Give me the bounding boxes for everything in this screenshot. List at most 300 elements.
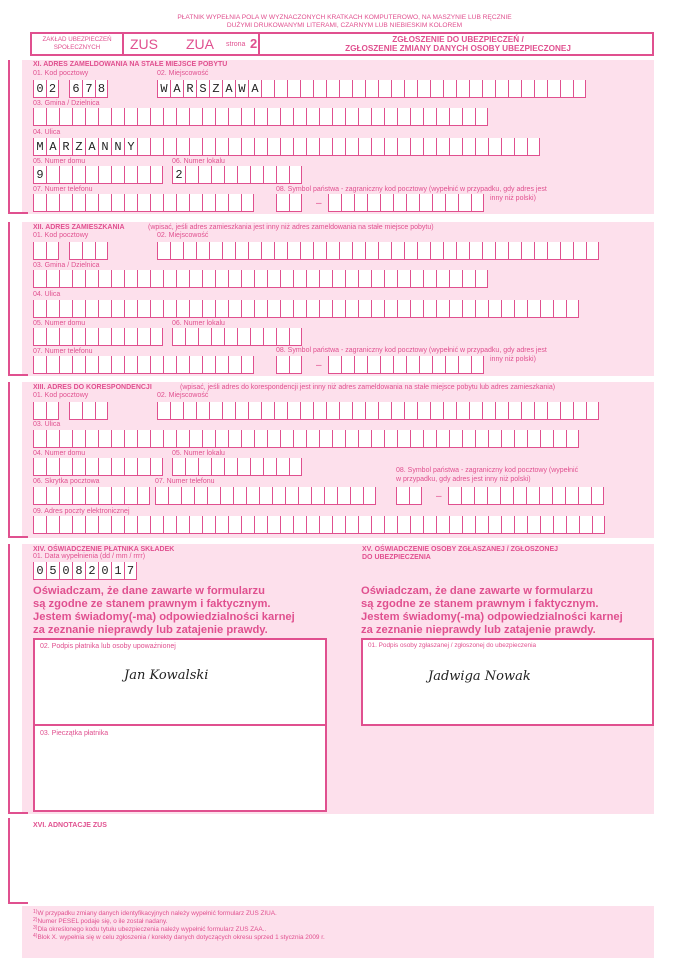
char-cell[interactable] bbox=[501, 300, 514, 318]
char-cell[interactable] bbox=[237, 166, 250, 184]
char-cell[interactable] bbox=[183, 402, 196, 420]
char-cell[interactable] bbox=[345, 516, 358, 534]
char-cell[interactable] bbox=[300, 402, 313, 420]
char-cell[interactable] bbox=[176, 356, 189, 374]
char-cell[interactable] bbox=[495, 80, 508, 98]
char-cell[interactable] bbox=[33, 487, 46, 505]
char-cell[interactable] bbox=[436, 300, 449, 318]
char-cell[interactable] bbox=[289, 356, 302, 374]
char-cell[interactable] bbox=[560, 402, 573, 420]
char-cell[interactable] bbox=[432, 356, 445, 374]
char-cell[interactable] bbox=[228, 516, 241, 534]
char-cell[interactable] bbox=[449, 270, 462, 288]
char-cell[interactable] bbox=[215, 270, 228, 288]
char-cell[interactable] bbox=[423, 300, 436, 318]
xiii-country-code-field[interactable] bbox=[396, 487, 422, 505]
char-cell[interactable] bbox=[59, 328, 72, 346]
char-cell[interactable] bbox=[573, 242, 586, 260]
char-cell[interactable] bbox=[430, 80, 443, 98]
char-cell[interactable] bbox=[85, 458, 98, 476]
char-cell[interactable] bbox=[341, 356, 354, 374]
char-cell[interactable] bbox=[358, 270, 371, 288]
char-cell[interactable] bbox=[410, 108, 423, 126]
char-cell[interactable] bbox=[371, 430, 384, 448]
xii-street-field[interactable] bbox=[33, 300, 579, 318]
char-cell[interactable]: R bbox=[59, 138, 72, 156]
char-cell[interactable] bbox=[98, 300, 111, 318]
char-cell[interactable] bbox=[241, 300, 254, 318]
char-cell[interactable] bbox=[488, 516, 501, 534]
char-cell[interactable] bbox=[332, 138, 345, 156]
char-cell[interactable] bbox=[573, 402, 586, 420]
char-cell[interactable] bbox=[487, 487, 500, 505]
char-cell[interactable] bbox=[380, 356, 393, 374]
char-cell[interactable] bbox=[72, 458, 85, 476]
char-cell[interactable] bbox=[306, 108, 319, 126]
char-cell[interactable] bbox=[254, 516, 267, 534]
char-cell[interactable] bbox=[72, 356, 85, 374]
char-cell[interactable] bbox=[306, 138, 319, 156]
char-cell[interactable] bbox=[211, 328, 224, 346]
char-cell[interactable] bbox=[72, 108, 85, 126]
char-cell[interactable] bbox=[254, 300, 267, 318]
char-cell[interactable] bbox=[423, 270, 436, 288]
char-cell[interactable] bbox=[319, 108, 332, 126]
char-cell[interactable] bbox=[393, 356, 406, 374]
char-cell[interactable] bbox=[363, 487, 376, 505]
char-cell[interactable]: Z bbox=[72, 138, 85, 156]
char-cell[interactable] bbox=[293, 516, 306, 534]
char-cell[interactable] bbox=[319, 430, 332, 448]
char-cell[interactable] bbox=[137, 356, 150, 374]
char-cell[interactable] bbox=[111, 270, 124, 288]
char-cell[interactable] bbox=[592, 516, 605, 534]
char-cell[interactable] bbox=[367, 194, 380, 212]
char-cell[interactable] bbox=[189, 270, 202, 288]
char-cell[interactable] bbox=[59, 430, 72, 448]
char-cell[interactable] bbox=[111, 300, 124, 318]
char-cell[interactable] bbox=[475, 300, 488, 318]
char-cell[interactable] bbox=[207, 487, 220, 505]
xii-city-field[interactable] bbox=[157, 242, 599, 260]
char-cell[interactable] bbox=[293, 108, 306, 126]
char-cell[interactable] bbox=[237, 458, 250, 476]
char-cell[interactable] bbox=[566, 516, 579, 534]
char-cell[interactable] bbox=[573, 80, 586, 98]
char-cell[interactable] bbox=[289, 328, 302, 346]
char-cell[interactable] bbox=[82, 242, 95, 260]
char-cell[interactable] bbox=[579, 516, 592, 534]
char-cell[interactable] bbox=[293, 138, 306, 156]
char-cell[interactable] bbox=[430, 402, 443, 420]
char-cell[interactable] bbox=[170, 242, 183, 260]
char-cell[interactable] bbox=[33, 300, 46, 318]
char-cell[interactable] bbox=[228, 356, 241, 374]
char-cell[interactable] bbox=[417, 402, 430, 420]
char-cell[interactable] bbox=[508, 402, 521, 420]
char-cell[interactable] bbox=[514, 430, 527, 448]
char-cell[interactable] bbox=[436, 430, 449, 448]
char-cell[interactable] bbox=[319, 300, 332, 318]
char-cell[interactable] bbox=[272, 487, 285, 505]
char-cell[interactable] bbox=[124, 194, 137, 212]
char-cell[interactable] bbox=[380, 194, 393, 212]
char-cell[interactable] bbox=[235, 402, 248, 420]
char-cell[interactable] bbox=[241, 108, 254, 126]
char-cell[interactable]: A bbox=[248, 80, 261, 98]
char-cell[interactable] bbox=[471, 356, 484, 374]
char-cell[interactable] bbox=[215, 516, 228, 534]
xiii-house-field[interactable] bbox=[33, 458, 163, 476]
char-cell[interactable]: 0 bbox=[33, 562, 46, 580]
char-cell[interactable] bbox=[326, 402, 339, 420]
char-cell[interactable] bbox=[565, 487, 578, 505]
char-cell[interactable] bbox=[280, 300, 293, 318]
char-cell[interactable] bbox=[332, 300, 345, 318]
char-cell[interactable] bbox=[423, 430, 436, 448]
char-cell[interactable] bbox=[124, 487, 137, 505]
char-cell[interactable] bbox=[172, 328, 185, 346]
char-cell[interactable] bbox=[365, 242, 378, 260]
char-cell[interactable] bbox=[202, 430, 215, 448]
char-cell[interactable] bbox=[417, 242, 430, 260]
char-cell[interactable] bbox=[170, 402, 183, 420]
char-cell[interactable]: 5 bbox=[46, 562, 59, 580]
char-cell[interactable] bbox=[241, 270, 254, 288]
char-cell[interactable] bbox=[254, 430, 267, 448]
char-cell[interactable] bbox=[46, 300, 59, 318]
char-cell[interactable] bbox=[72, 166, 85, 184]
char-cell[interactable] bbox=[445, 356, 458, 374]
char-cell[interactable] bbox=[111, 356, 124, 374]
char-cell[interactable] bbox=[280, 138, 293, 156]
char-cell[interactable] bbox=[124, 328, 137, 346]
char-cell[interactable] bbox=[59, 356, 72, 374]
char-cell[interactable] bbox=[397, 300, 410, 318]
char-cell[interactable] bbox=[456, 80, 469, 98]
char-cell[interactable] bbox=[98, 328, 111, 346]
xii-country-code-field[interactable] bbox=[276, 356, 302, 374]
char-cell[interactable] bbox=[475, 108, 488, 126]
char-cell[interactable] bbox=[410, 516, 423, 534]
char-cell[interactable] bbox=[189, 430, 202, 448]
char-cell[interactable] bbox=[391, 402, 404, 420]
xi-foreign-postal-field[interactable] bbox=[328, 194, 484, 212]
char-cell[interactable] bbox=[332, 430, 345, 448]
char-cell[interactable] bbox=[406, 194, 419, 212]
char-cell[interactable] bbox=[59, 458, 72, 476]
char-cell[interactable]: Y bbox=[124, 138, 137, 156]
char-cell[interactable] bbox=[185, 328, 198, 346]
xi-street-field[interactable] bbox=[33, 138, 540, 156]
char-cell[interactable] bbox=[124, 516, 137, 534]
char-cell[interactable] bbox=[358, 430, 371, 448]
char-cell[interactable] bbox=[46, 516, 59, 534]
char-cell[interactable] bbox=[46, 458, 59, 476]
char-cell[interactable] bbox=[85, 356, 98, 374]
char-cell[interactable] bbox=[371, 270, 384, 288]
char-cell[interactable] bbox=[306, 430, 319, 448]
char-cell[interactable] bbox=[198, 166, 211, 184]
char-cell[interactable] bbox=[209, 242, 222, 260]
char-cell[interactable] bbox=[224, 328, 237, 346]
char-cell[interactable] bbox=[211, 166, 224, 184]
char-cell[interactable] bbox=[482, 242, 495, 260]
char-cell[interactable] bbox=[448, 487, 461, 505]
char-cell[interactable] bbox=[391, 80, 404, 98]
char-cell[interactable] bbox=[181, 487, 194, 505]
char-cell[interactable] bbox=[371, 516, 384, 534]
char-cell[interactable] bbox=[488, 430, 501, 448]
char-cell[interactable] bbox=[59, 516, 72, 534]
char-cell[interactable] bbox=[332, 270, 345, 288]
char-cell[interactable] bbox=[163, 138, 176, 156]
xi-city-field[interactable] bbox=[157, 80, 586, 98]
char-cell[interactable] bbox=[436, 138, 449, 156]
char-cell[interactable] bbox=[263, 458, 276, 476]
char-cell[interactable]: Z bbox=[209, 80, 222, 98]
char-cell[interactable] bbox=[202, 356, 215, 374]
char-cell[interactable] bbox=[215, 430, 228, 448]
char-cell[interactable] bbox=[280, 108, 293, 126]
char-cell[interactable] bbox=[371, 300, 384, 318]
char-cell[interactable] bbox=[300, 80, 313, 98]
xi-house-field[interactable] bbox=[33, 166, 163, 184]
char-cell[interactable] bbox=[215, 108, 228, 126]
char-cell[interactable] bbox=[98, 270, 111, 288]
char-cell[interactable] bbox=[241, 138, 254, 156]
char-cell[interactable] bbox=[319, 270, 332, 288]
char-cell[interactable] bbox=[311, 487, 324, 505]
char-cell[interactable] bbox=[189, 194, 202, 212]
char-cell[interactable] bbox=[566, 430, 579, 448]
char-cell[interactable] bbox=[539, 487, 552, 505]
char-cell[interactable] bbox=[33, 270, 46, 288]
char-cell[interactable] bbox=[371, 138, 384, 156]
char-cell[interactable] bbox=[354, 356, 367, 374]
xiii-email-field[interactable] bbox=[33, 516, 605, 534]
char-cell[interactable] bbox=[328, 356, 341, 374]
char-cell[interactable] bbox=[248, 402, 261, 420]
xiii-flat-field[interactable] bbox=[172, 458, 302, 476]
char-cell[interactable] bbox=[358, 108, 371, 126]
char-cell[interactable] bbox=[189, 516, 202, 534]
char-cell[interactable] bbox=[508, 80, 521, 98]
char-cell[interactable] bbox=[254, 108, 267, 126]
char-cell[interactable] bbox=[137, 516, 150, 534]
char-cell[interactable] bbox=[462, 430, 475, 448]
char-cell[interactable]: 2 bbox=[172, 166, 185, 184]
char-cell[interactable] bbox=[436, 108, 449, 126]
xiii-postal-code-field[interactable] bbox=[33, 402, 108, 420]
char-cell[interactable] bbox=[345, 138, 358, 156]
char-cell[interactable] bbox=[137, 487, 150, 505]
char-cell[interactable] bbox=[306, 300, 319, 318]
char-cell[interactable] bbox=[397, 270, 410, 288]
char-cell[interactable] bbox=[384, 430, 397, 448]
char-cell[interactable] bbox=[150, 356, 163, 374]
char-cell[interactable] bbox=[33, 402, 46, 420]
char-cell[interactable] bbox=[33, 516, 46, 534]
char-cell[interactable] bbox=[72, 194, 85, 212]
char-cell[interactable]: 9 bbox=[33, 166, 46, 184]
char-cell[interactable] bbox=[328, 194, 341, 212]
char-cell[interactable] bbox=[462, 270, 475, 288]
char-cell[interactable] bbox=[137, 458, 150, 476]
char-cell[interactable] bbox=[172, 458, 185, 476]
char-cell[interactable] bbox=[46, 166, 59, 184]
char-cell[interactable] bbox=[534, 80, 547, 98]
char-cell[interactable] bbox=[224, 458, 237, 476]
char-cell[interactable] bbox=[358, 300, 371, 318]
xiv-date-field[interactable] bbox=[33, 562, 137, 580]
char-cell[interactable] bbox=[397, 138, 410, 156]
char-cell[interactable] bbox=[404, 80, 417, 98]
xiii-street-field[interactable] bbox=[33, 430, 579, 448]
char-cell[interactable] bbox=[514, 300, 527, 318]
char-cell[interactable] bbox=[111, 487, 124, 505]
char-cell[interactable] bbox=[261, 242, 274, 260]
xi-flat-field[interactable] bbox=[172, 166, 302, 184]
char-cell[interactable] bbox=[313, 80, 326, 98]
char-cell[interactable]: 0 bbox=[33, 80, 46, 98]
char-cell[interactable] bbox=[449, 516, 462, 534]
char-cell[interactable] bbox=[495, 402, 508, 420]
char-cell[interactable] bbox=[111, 430, 124, 448]
char-cell[interactable] bbox=[163, 356, 176, 374]
char-cell[interactable] bbox=[163, 108, 176, 126]
char-cell[interactable] bbox=[33, 356, 46, 374]
char-cell[interactable] bbox=[404, 242, 417, 260]
char-cell[interactable] bbox=[365, 402, 378, 420]
char-cell[interactable] bbox=[137, 108, 150, 126]
char-cell[interactable] bbox=[274, 402, 287, 420]
char-cell[interactable] bbox=[354, 194, 367, 212]
char-cell[interactable] bbox=[358, 516, 371, 534]
char-cell[interactable] bbox=[443, 402, 456, 420]
char-cell[interactable] bbox=[332, 516, 345, 534]
char-cell[interactable] bbox=[514, 138, 527, 156]
char-cell[interactable] bbox=[59, 300, 72, 318]
char-cell[interactable]: W bbox=[235, 80, 248, 98]
char-cell[interactable] bbox=[215, 356, 228, 374]
char-cell[interactable] bbox=[501, 430, 514, 448]
char-cell[interactable] bbox=[488, 300, 501, 318]
char-cell[interactable] bbox=[267, 138, 280, 156]
char-cell[interactable] bbox=[462, 108, 475, 126]
char-cell[interactable] bbox=[462, 516, 475, 534]
char-cell[interactable] bbox=[98, 108, 111, 126]
char-cell[interactable] bbox=[228, 300, 241, 318]
char-cell[interactable] bbox=[72, 487, 85, 505]
char-cell[interactable] bbox=[337, 487, 350, 505]
char-cell[interactable] bbox=[82, 402, 95, 420]
char-cell[interactable] bbox=[540, 300, 553, 318]
xiii-pobox-field[interactable] bbox=[33, 487, 150, 505]
char-cell[interactable] bbox=[33, 328, 46, 346]
char-cell[interactable] bbox=[345, 270, 358, 288]
char-cell[interactable] bbox=[198, 328, 211, 346]
char-cell[interactable] bbox=[198, 458, 211, 476]
char-cell[interactable] bbox=[176, 108, 189, 126]
char-cell[interactable] bbox=[553, 430, 566, 448]
char-cell[interactable] bbox=[189, 138, 202, 156]
char-cell[interactable]: A bbox=[46, 138, 59, 156]
char-cell[interactable] bbox=[137, 328, 150, 346]
char-cell[interactable]: S bbox=[196, 80, 209, 98]
char-cell[interactable] bbox=[59, 166, 72, 184]
char-cell[interactable] bbox=[469, 242, 482, 260]
xii-foreign-postal-field[interactable] bbox=[328, 356, 484, 374]
char-cell[interactable] bbox=[527, 138, 540, 156]
char-cell[interactable] bbox=[566, 300, 579, 318]
char-cell[interactable] bbox=[155, 487, 168, 505]
char-cell[interactable] bbox=[222, 242, 235, 260]
char-cell[interactable] bbox=[508, 242, 521, 260]
char-cell[interactable] bbox=[462, 138, 475, 156]
char-cell[interactable]: 8 bbox=[72, 562, 85, 580]
char-cell[interactable] bbox=[488, 138, 501, 156]
char-cell[interactable] bbox=[293, 270, 306, 288]
char-cell[interactable]: 6 bbox=[69, 80, 82, 98]
char-cell[interactable] bbox=[176, 194, 189, 212]
char-cell[interactable] bbox=[378, 402, 391, 420]
char-cell[interactable] bbox=[306, 516, 319, 534]
char-cell[interactable] bbox=[233, 487, 246, 505]
char-cell[interactable] bbox=[306, 270, 319, 288]
char-cell[interactable] bbox=[319, 516, 332, 534]
char-cell[interactable] bbox=[98, 430, 111, 448]
char-cell[interactable] bbox=[419, 356, 432, 374]
char-cell[interactable] bbox=[378, 80, 391, 98]
char-cell[interactable] bbox=[228, 430, 241, 448]
char-cell[interactable] bbox=[397, 516, 410, 534]
char-cell[interactable] bbox=[46, 356, 59, 374]
char-cell[interactable] bbox=[449, 300, 462, 318]
char-cell[interactable] bbox=[462, 300, 475, 318]
char-cell[interactable] bbox=[410, 430, 423, 448]
char-cell[interactable] bbox=[436, 270, 449, 288]
char-cell[interactable] bbox=[46, 194, 59, 212]
char-cell[interactable] bbox=[332, 108, 345, 126]
char-cell[interactable] bbox=[168, 487, 181, 505]
char-cell[interactable]: 0 bbox=[98, 562, 111, 580]
char-cell[interactable] bbox=[228, 138, 241, 156]
char-cell[interactable]: 1 bbox=[111, 562, 124, 580]
char-cell[interactable] bbox=[176, 516, 189, 534]
char-cell[interactable] bbox=[59, 194, 72, 212]
char-cell[interactable] bbox=[124, 300, 137, 318]
char-cell[interactable] bbox=[124, 166, 137, 184]
char-cell[interactable] bbox=[202, 138, 215, 156]
char-cell[interactable]: 0 bbox=[59, 562, 72, 580]
char-cell[interactable] bbox=[46, 242, 59, 260]
char-cell[interactable] bbox=[150, 458, 163, 476]
char-cell[interactable] bbox=[552, 487, 565, 505]
char-cell[interactable] bbox=[33, 242, 46, 260]
char-cell[interactable] bbox=[475, 430, 488, 448]
char-cell[interactable] bbox=[254, 270, 267, 288]
char-cell[interactable] bbox=[98, 516, 111, 534]
char-cell[interactable] bbox=[423, 108, 436, 126]
char-cell[interactable] bbox=[396, 487, 409, 505]
char-cell[interactable] bbox=[189, 108, 202, 126]
char-cell[interactable] bbox=[46, 328, 59, 346]
char-cell[interactable] bbox=[432, 194, 445, 212]
char-cell[interactable]: W bbox=[157, 80, 170, 98]
char-cell[interactable] bbox=[280, 430, 293, 448]
char-cell[interactable] bbox=[350, 487, 363, 505]
